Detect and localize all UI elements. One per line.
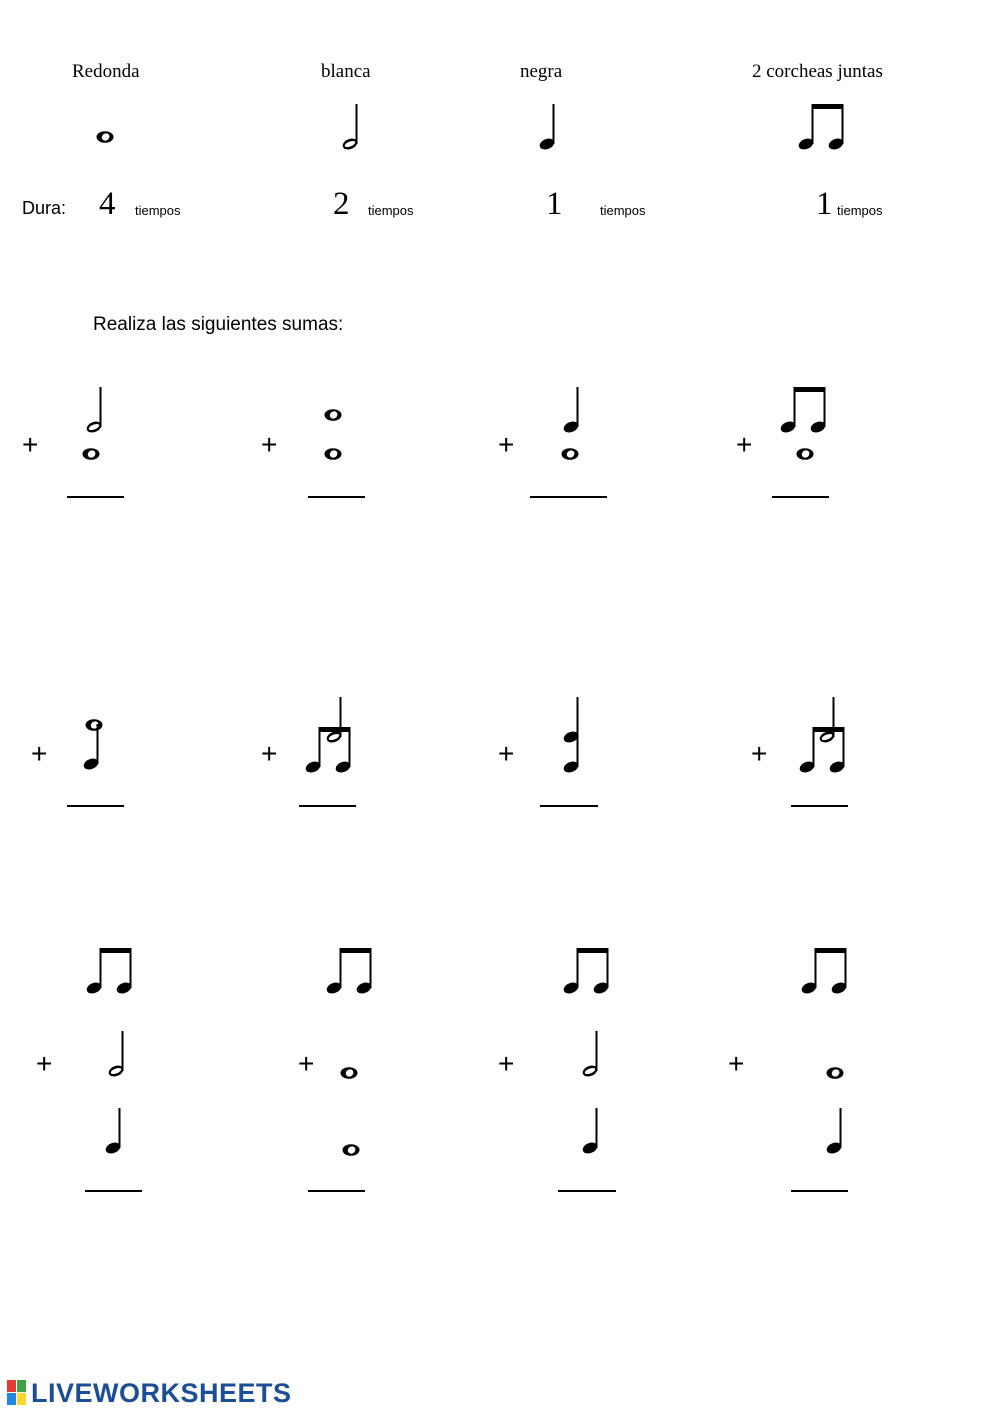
whole-note-icon xyxy=(337,1065,361,1081)
whole-note-icon xyxy=(321,407,345,423)
answer-blank[interactable] xyxy=(67,805,124,807)
whole-note-icon xyxy=(79,446,103,462)
beats-negra: 1 xyxy=(546,186,563,222)
instructions: Realiza las siguientes sumas: xyxy=(93,314,344,335)
beamed-eighths-icon xyxy=(796,100,852,152)
plus-sign: + xyxy=(498,429,515,460)
plus-sign: + xyxy=(22,429,39,460)
plus-sign: + xyxy=(498,738,515,769)
half-note-icon xyxy=(106,1027,126,1079)
quarter-note-icon xyxy=(824,1104,844,1156)
unit-negra: tiempos xyxy=(600,203,646,218)
answer-blank[interactable] xyxy=(772,496,829,498)
liveworksheets-logo-icon xyxy=(7,1380,27,1406)
quarter-note-icon xyxy=(561,383,581,435)
beats-corcheas: 1 xyxy=(816,186,833,222)
plus-sign: + xyxy=(31,738,48,769)
beats-redonda: 4 xyxy=(99,186,116,222)
answer-blank[interactable] xyxy=(308,496,365,498)
answer-blank[interactable] xyxy=(540,805,598,807)
answer-blank[interactable] xyxy=(299,805,356,807)
whole-note-icon xyxy=(93,129,117,145)
quarter-note-icon xyxy=(580,1104,600,1156)
answer-blank[interactable] xyxy=(558,1190,616,1192)
answer-blank[interactable] xyxy=(530,496,607,498)
beamed-eighths-icon xyxy=(778,383,834,435)
beamed-eighths-icon xyxy=(797,723,853,775)
quarter-note-icon xyxy=(81,720,101,772)
plus-sign: + xyxy=(298,1048,315,1079)
answer-blank[interactable] xyxy=(791,1190,848,1192)
note-name-blanca: blanca xyxy=(321,61,371,82)
beats-blanca: 2 xyxy=(333,186,350,222)
beamed-eighths-icon xyxy=(303,723,359,775)
dura-label: Dura: xyxy=(22,198,67,218)
footer-brand[interactable]: LIVEWORKSHEETS xyxy=(31,1378,292,1408)
answer-blank[interactable] xyxy=(791,805,848,807)
whole-note-icon xyxy=(823,1065,847,1081)
whole-note-icon xyxy=(558,446,582,462)
plus-sign: + xyxy=(36,1048,53,1079)
half-note-icon xyxy=(340,100,360,152)
answer-blank[interactable] xyxy=(308,1190,365,1192)
note-name-corcheas: 2 corcheas juntas xyxy=(752,61,883,82)
beamed-eighths-icon xyxy=(84,944,140,996)
plus-sign: + xyxy=(728,1048,745,1079)
plus-sign: + xyxy=(736,429,753,460)
quarter-note-icon xyxy=(537,100,557,152)
half-note-icon xyxy=(84,383,104,435)
answer-blank[interactable] xyxy=(85,1190,142,1192)
plus-sign: + xyxy=(498,1048,515,1079)
note-name-negra: negra xyxy=(520,61,563,82)
half-note-icon xyxy=(580,1027,600,1079)
plus-sign: + xyxy=(751,738,768,769)
plus-sign: + xyxy=(261,738,278,769)
quarter-note-icon xyxy=(103,1104,123,1156)
note-name-redonda: Redonda xyxy=(72,61,140,82)
whole-note-icon xyxy=(793,446,817,462)
unit-redonda: tiempos xyxy=(135,203,181,218)
quarter-note-icon xyxy=(561,723,581,775)
beamed-eighths-icon xyxy=(561,944,617,996)
whole-note-icon xyxy=(339,1142,363,1158)
plus-sign: + xyxy=(261,429,278,460)
beamed-eighths-icon xyxy=(799,944,855,996)
unit-corcheas: tiempos xyxy=(837,203,883,218)
whole-note-icon xyxy=(321,446,345,462)
beamed-eighths-icon xyxy=(324,944,380,996)
unit-blanca: tiempos xyxy=(368,203,414,218)
answer-blank[interactable] xyxy=(67,496,124,498)
